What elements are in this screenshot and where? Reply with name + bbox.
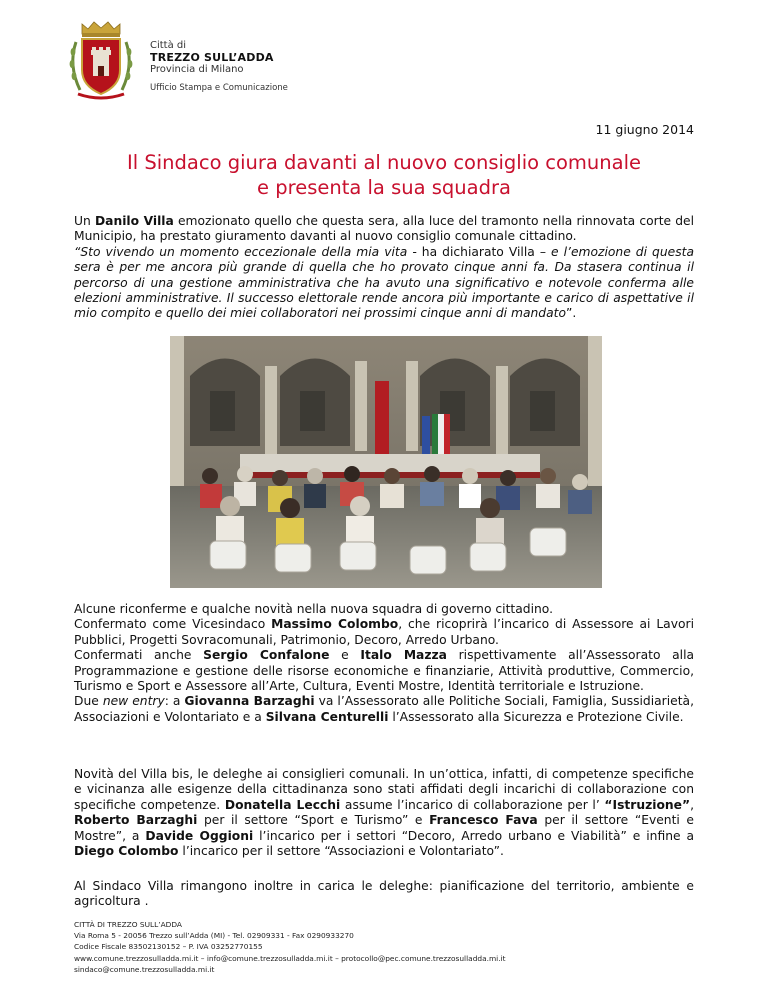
quote-close: ”. [565, 306, 577, 321]
council-photo [170, 336, 602, 588]
footer-address: Via Roma 5 - 20056 Trezzo sull’Adda (MI) - Tel. 02909331 - Fax 0290933270 [74, 931, 354, 941]
footer-mayor-email: sindaco@comune.trezzosulladda.mi.it [74, 964, 215, 974]
intro-paragraph [74, 214, 694, 322]
councillor-name: Francesco Fava [429, 813, 538, 828]
team-text: va l’Assessorato alle Politiche Sociali, Famiglia, Sussidiarietà, Associazioni e Volontariato e a [74, 694, 694, 724]
council-text: , [690, 797, 694, 812]
assessor-name: Giovanna Barzaghi [184, 694, 315, 709]
council-text: per il settore “Sport e Turismo” e [197, 813, 430, 828]
team-paragraph [74, 602, 694, 725]
team-text: Confermato come Vicesindaco [74, 617, 272, 632]
deputy-mayor-name: Massimo Colombo [271, 617, 399, 632]
footer-city: CITTÀ DI TREZZO SULL’ADDA [74, 920, 182, 929]
city-prefix: Città di [150, 40, 187, 51]
councillor-name: Davide Oggioni [145, 828, 254, 843]
team-text: Confermati anche [74, 648, 204, 663]
councillor-name: Diego Colombo [74, 844, 179, 859]
council-text: l’incarico per il settore “Associazioni e Volontariato”. [178, 844, 504, 859]
title-line-2: e presenta la sua squadra [257, 176, 511, 199]
release-date: 11 giugno 2014 [595, 122, 694, 137]
team-text: e [329, 648, 361, 663]
council-text: per il settore “Eventi e Mostre”, a [74, 813, 694, 843]
team-text: Due [74, 694, 103, 709]
assessor-name: Silvana Centurelli [265, 709, 389, 724]
letterhead [150, 40, 288, 93]
city-crest-icon [66, 20, 136, 102]
province: Provincia di Milano [150, 64, 244, 76]
footer-tax-codes: Codice Fiscale 83502130152 – P. IVA 03252770155 [74, 942, 263, 952]
quote-text: “Sto vivendo un momento eccezionale della mia vita - [74, 244, 417, 259]
assessor-name: Sergio Confalone [203, 648, 330, 663]
council-text: Novità del Villa bis, le deleghe ai consiglieri comunali. In un’ottica, infatti, di competenze specifiche e vicinanza alle esigenze della cittadinanza sono stati affidati degli incarichi di collaborazione con specifiche competenze. [74, 767, 694, 812]
team-text: : a [164, 694, 185, 709]
intro-text: emozionato quello che questa sera, alla luce del tramonto nella rinnovata corte del Municipio, ha prestato giuramento davanti al nuovo consiglio comunale cittadino. [74, 214, 694, 244]
footer-web-emails: www.comune.trezzosulladda.mi.it – info@comune.trezzosulladda.mi.it – protocollo@pec.comune.trezzosulladda.mi.it [74, 953, 506, 963]
city-name: TREZZO SULL’ADDA [150, 50, 274, 64]
team-text: l’Assessorato alla Sicurezza e Protezione Civile. [388, 709, 684, 724]
team-intro: Alcune riconferme e qualche novità nella nuova squadra di governo cittadino. [74, 602, 553, 616]
team-text: rispettivamente all’Assessorato alla Programmazione e gestione delle risorse economiche e finanziarie, Attività produttive, Commercio, Turismo e Sport e Assessore all’Arte, Cultura, Eventi Mostre, Identità territoriale e Istruzione. [74, 648, 695, 694]
closing-text: Al Sindaco Villa rimangono inoltre in carica le deleghe: pianificazione del territorio, ambiente e agricoltura . [74, 879, 694, 909]
page-title [80, 150, 688, 200]
councillor-name: Roberto Barzaghi [74, 813, 198, 828]
footer [74, 919, 506, 975]
closing-paragraph [74, 879, 694, 910]
mayor-name: Danilo Villa [94, 214, 174, 228]
quote-attribution: ha dichiarato Villa – [416, 244, 552, 259]
office-name: Ufficio Stampa e Comunicazione [150, 82, 288, 93]
council-sector: “Istruzione” [604, 797, 691, 812]
council-text: assume l’incarico di collaborazione per l’ [340, 797, 605, 812]
team-text: , che ricoprirà l’incarico di Assessore ai Lavori Pubblici, Progetti Sovracomunali, Patrimonio, Decoro, Arredo Urbano. [74, 617, 694, 647]
council-text: l’incarico per i settori “Decoro, Arredo urbano e Viabilità” e infine a [253, 828, 694, 843]
quote-text: e l’emozione di questa sera è per me ancora più grande di quella che ho provato cinque anni fa. Da stasera continua il percorso di una gestione amministrativa che ha avuto una significativo e notevole conferma alle elezioni amministrative. Il successo elettorale rende ancora più importante e carico di aspettative il mio compito e quello dei miei collaboratori nei prossimi cinque anni di mandato [74, 244, 694, 321]
councillor-name: Donatella Lecchi [224, 797, 341, 812]
intro-text: Un [74, 214, 95, 228]
assessor-name: Italo Mazza [360, 648, 447, 663]
new-entry-label: new entry [102, 694, 165, 709]
title-line-1: Il Sindaco giura davanti al nuovo consiglio comunale [127, 151, 641, 174]
council-paragraph [74, 767, 694, 859]
